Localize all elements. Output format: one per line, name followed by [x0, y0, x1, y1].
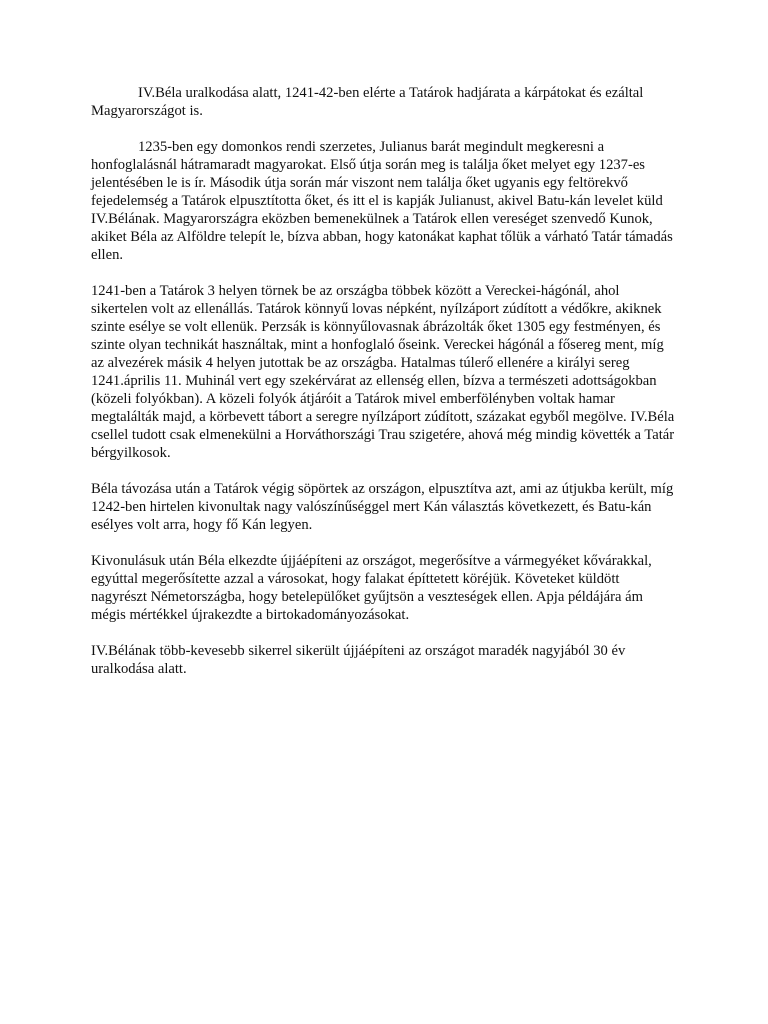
paragraph-3: 1241-ben a Tatárok 3 helyen törnek be az országba többek között a Vereckei-hágónál, ahol sikertelen volt az ellenállás. Tatárok könnyű lovas népként, nyílzáport zúdított a védőkre, akiknek szinte esélye se volt ellenük. Perzsák is könnyűlovasnak ábrázolták őket 1305 egy festményen, és szinte olyan technikát használtak, mint a honfoglaló őseink. Vereckei hágónál a fősereg ment, míg az alvezérek másik 4 helyen jutottak be az országba. Hatalmas túlerő ellenére a királyi sereg 1241.április 11. Muhinál vert egy szekérvárat az ellenség ellen, bízva a természeti adottságokban (közeli folyókban). A közeli folyók átjáróit a Tatárok mivel emberfölényben voltak hamar megtalálták majd, a körbevett tábort a seregre nyílzáport zúdított, százakat egyből megölve. IV.Béla csellel tudott csak elmenekülni a Horváthországi Trau szigetére, ahová még mindig követték a Tatár bérgyilkosok. — [91, 283, 675, 461]
paragraph-4: Béla távozása után a Tatárok végig söpörtek az országon, elpusztítva azt, ami az útjukba került, míg 1242-ben hirtelen kivonultak nagy valószínűséggel mert Kán választás következett, és Batu-kán esélyes volt arra, hogy fő Kán legyen. — [91, 481, 674, 533]
paragraph-2: 1235-ben egy domonkos rendi szerzetes, Julianus barát megindult megkeresni a honfoglalásnál hátramaradt magyarokat. Első útja során meg is találja őket melyet egy 1237-es jelentésében le is ír. Második útja során már viszont nem találja őket ugyanis egy feltörekvő fejedelemség a Tatárok elpusztította őket, és itt el is kapják Julianust, akivel Batu-kán levelet küld IV.Bélának. Magyarországra eközben bemenekülnek a Tatárok ellen vereséget szenvedő Kunok, akiket Béla az Alföldre telepít le, bízva abban, hogy katonákat kaphat tőlük a várható Tatár támadás ellen. — [91, 139, 673, 263]
paragraph-5: Kivonulásuk után Béla elkezdte újjáépíteni az országot, megerősítve a vármegyéket kővárakkal, egyúttal megerősítette azzal a városokat, hogy falakat építtetett köréjük. Követeket küldött nagyrészt Németországba, hogy betelepülőket gyűjtsön a veszteségek ellen. Apja példájára ám mégis mértékkel újrakezdte a birtokadományozásokat. — [91, 553, 652, 623]
document-body — [91, 84, 676, 696]
paragraph-6: IV.Bélának több-kevesebb sikerrel sikerült újjáépíteni az országot maradék nagyjából 30 év uralkodása alatt. — [91, 643, 626, 677]
paragraph-1: IV.Béla uralkodása alatt, 1241-42-ben elérte a Tatárok hadjárata a kárpátokat és ezáltal Magyarországot is. — [91, 85, 644, 119]
